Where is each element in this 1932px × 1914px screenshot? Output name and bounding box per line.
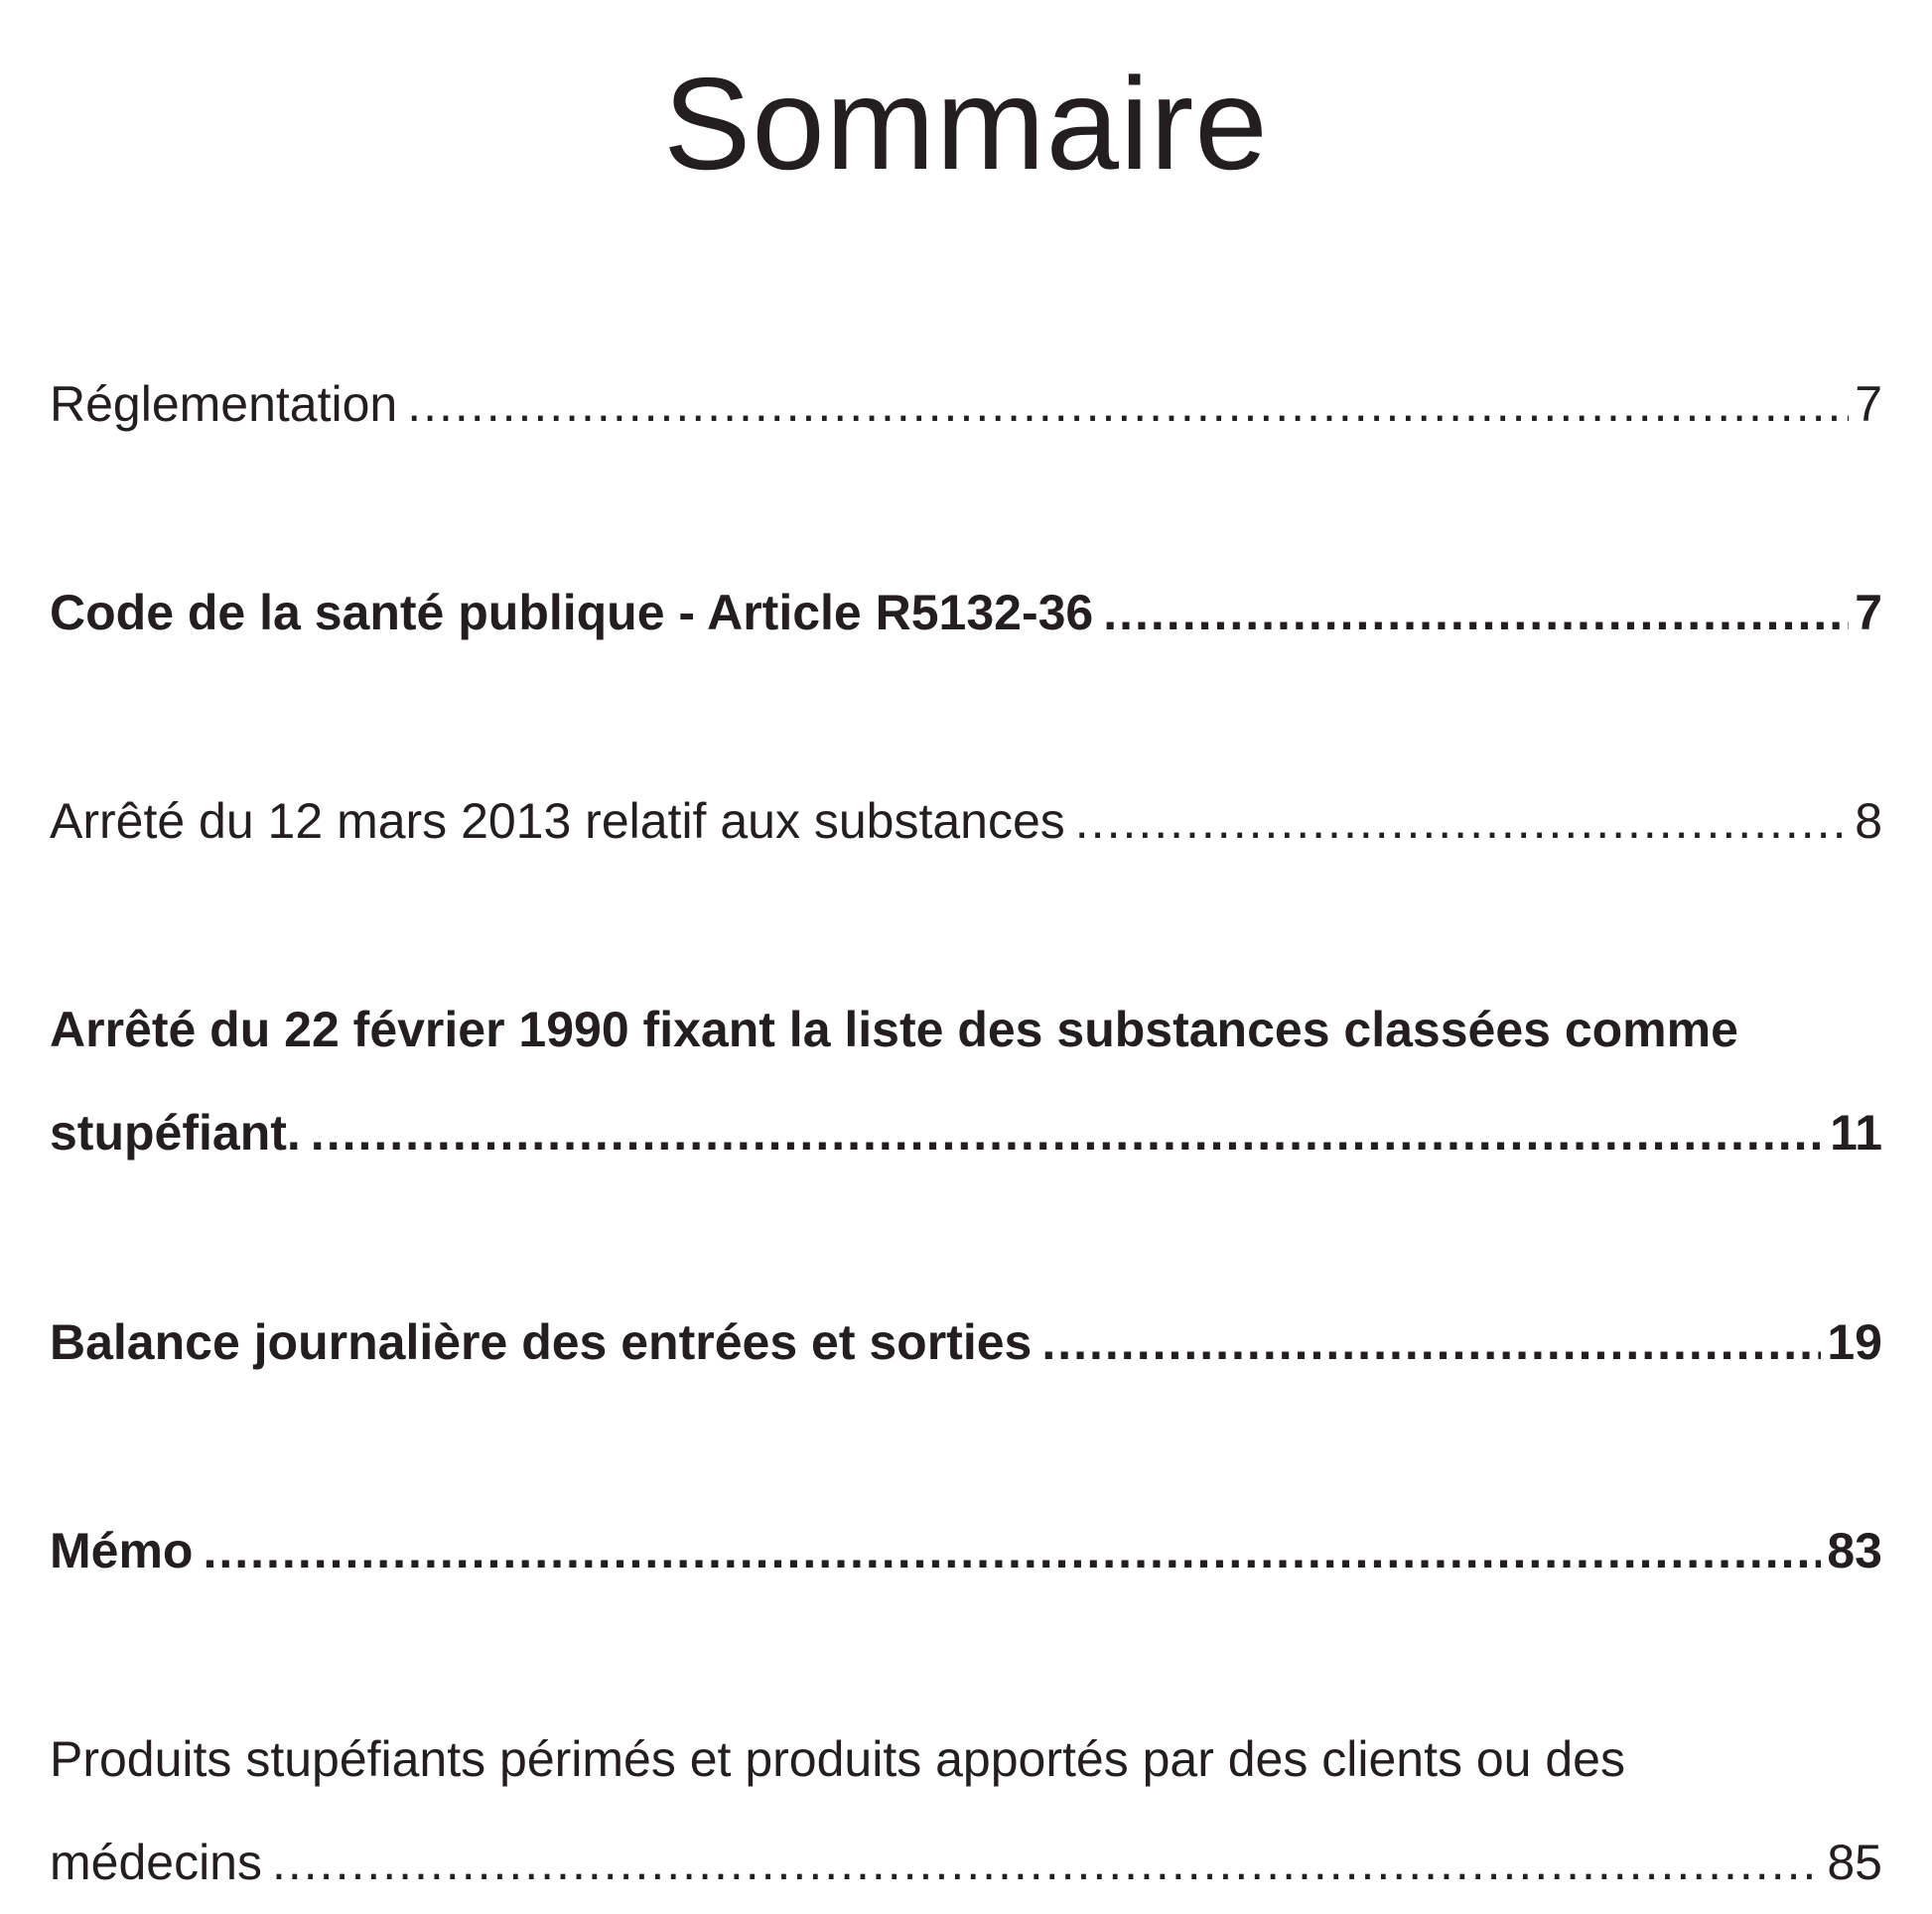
toc-entry-balance-journaliere[interactable] [50,1291,1882,1394]
toc-entry-label: Balance journalière des entrées et sorties [50,1314,1033,1370]
toc-entry-code-sante-publique[interactable] [50,561,1882,664]
toc-entry-page: 83 [1827,1523,1882,1578]
dot-leader [272,1811,1821,1914]
toc-entry-produits-perimes[interactable] [50,1708,1882,1914]
toc-entry-label: stupéfiant. [50,1105,301,1161]
page-title: Sommaire [663,51,1269,197]
toc-entry-page: 7 [1855,585,1882,640]
toc-entry-page: 11 [1830,1105,1882,1161]
dot-leader [311,1081,1824,1184]
toc-entry-arrete-2013[interactable] [50,769,1882,873]
toc-entry-label: Arrêté du 12 mars 2013 relatif aux substances [50,793,1065,849]
toc-entry-label: Code de la santé publique - Article R5132-36 [50,585,1094,640]
toc-entry-label: Réglementation [50,376,398,432]
toc-entry-page: 8 [1855,793,1882,849]
toc-entry-page: 19 [1827,1314,1882,1370]
dot-leader [203,1499,1821,1602]
dot-leader [1075,769,1849,873]
toc-entry-memo[interactable] [50,1499,1882,1602]
toc-entry-label: médecins [50,1835,262,1890]
toc-entry-reglementation[interactable] [50,352,1882,456]
toc-entry-label-line1: Produits stupéfiants périmés et produits apportés par des clients ou des [50,1731,1625,1787]
dot-leader [407,352,1849,456]
dot-leader [1103,561,1849,664]
toc-entry-page: 7 [1855,376,1882,432]
toc-entry-label: Mémo [50,1523,194,1578]
dot-leader [1041,1291,1821,1394]
toc-entry-page: 85 [1827,1835,1882,1890]
toc-entry-arrete-1990[interactable] [50,978,1882,1184]
toc-entry-label-line1: Arrêté du 22 février 1990 fixant la liste des substances classées comme [50,1002,1738,1057]
